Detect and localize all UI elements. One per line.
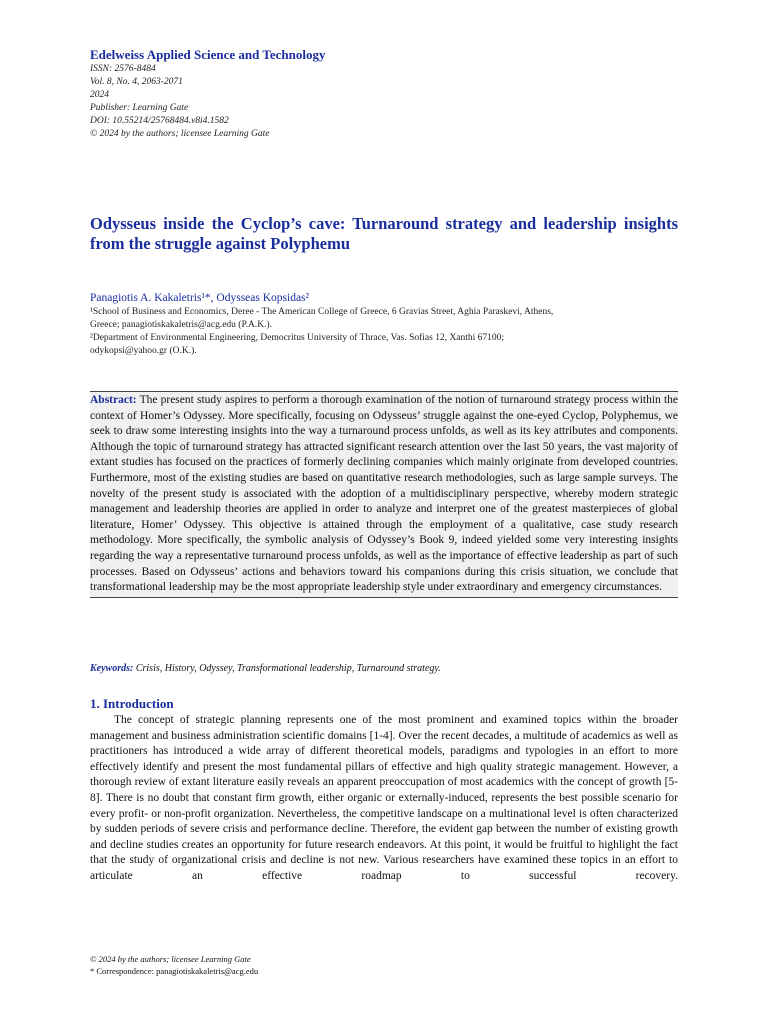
keywords-text: Crisis, History, Odyssey, Transformational leadership, Turnaround strategy. bbox=[135, 663, 441, 674]
affiliation-line: Greece; panagiotiskakaletris@acg.edu (P.A.K.). bbox=[90, 320, 273, 330]
journal-year: 2024 bbox=[90, 90, 109, 100]
journal-copyright: © 2024 by the authors; licensee Learning Gate bbox=[90, 129, 270, 139]
journal-name: Edelweiss Applied Science and Technology bbox=[90, 47, 326, 62]
abstract-text: The present study aspires to perform a thorough examination of the notion of turnaround strategy process within the context of Homer’s Odyssey. More specifically, focusing on Odysseus’ struggle against the one-eyed Cyclop, Polyphemus, we seek to draw some interesting insights into the way a turnaround process unfolds, as well as its key attributes and components. Although the topic of turnaround strategy has attracted significant research attention over the last 50 years, the vast majority of extant studies has focused on the practices of formerly declining companies which mainly originate from developed countries. Furthermore, most of the existing studies are based on quantitative research methodologies, such as large sample surveys. The novelty of the present study is associated with the adoption of a multidisciplinary perspective, whereby modern strategic management and leadership theories are applied in order to analyze and interpret one of the greatest masterpieces of global literature, Homer’ Odyssey. This objective is attained through the employment of a qualitative, case study research methodology. More specifically, the symbolic analysis of Odyssey’s Book 9, indeed yielded some very interesting insights regarding the way a representative turnaround process unfolds, as well as the importance of effective leadership as part of such processes. Based on Odysseus’ actions and behaviors toward his companions during this crisis situation, we conclude that transformational leadership may be the most appropriate leadership style under extraordinary and emergency circumstances. bbox=[90, 394, 678, 594]
introduction-paragraph: The concept of strategic planning represents one of the most prominent and examined topics within the broader management and business administration scientific domains [1-4]. Over the recent decades, a multitude of academics as well as practitioners has introduced a wide array of different theoretical models, paradigms and typologies in an effort to more effectively identify and present the most fundamental pillars of effective and high quality strategic management. However, a thorough review of extant literature easily reveals an apparent preoccupation of most academics with the concept of growth [5-8]. There is no doubt that constant firm growth, either organic or externally-induced, represents the best possible scenario for every profit- or non-profit organization. Nevertheless, the competitive landscape on a multinational level is often characterized by sudden periods of severe crisis and performance decline. Therefore, the evident gap between the number of existing growth and decline studies creates an opportunity for future research endeavors. At this point, it would be fruitful to highlight the fact that the study of organizational crisis and decline is not new. Various researchers have examined these topics in an effort to articulate an effective roadmap to successful recovery. bbox=[90, 714, 678, 882]
journal-publisher: Publisher: Learning Gate bbox=[90, 103, 189, 113]
footer-correspondence: * Correspondence: panagiotiskakaletris@acg.edu bbox=[90, 966, 259, 976]
journal-doi[interactable]: DOI: 10.55214/25768484.v8i4.1582 bbox=[90, 116, 229, 126]
paper-title: Odysseus inside the Cyclop’s cave: Turnaround strategy and leadership insights from the struggle against Polyphemu bbox=[90, 214, 678, 253]
footer-copyright: © 2024 by the authors; licensee Learning Gate bbox=[90, 954, 251, 964]
keywords-label: Keywords: bbox=[90, 663, 134, 674]
author-block bbox=[90, 291, 678, 358]
affiliation-line: odykopsi@yahoo.gr (O.K.). bbox=[90, 346, 197, 356]
journal-header bbox=[90, 46, 678, 141]
affiliation-line: ¹School of Business and Economics, Deree - The American College of Greece, 6 Gravias Street, Aghia Paraskevi, Athens, bbox=[90, 307, 554, 317]
journal-issn: ISSN: 2576-8484 bbox=[90, 64, 156, 74]
section-heading-introduction: 1. Introduction bbox=[90, 696, 174, 711]
page-footer bbox=[90, 953, 678, 977]
affiliation-line: ²Department of Environmental Engineering, Democritus University of Thrace, Vas. Sofias 12, Xanthi 67100; bbox=[90, 333, 505, 343]
keywords-line bbox=[90, 662, 678, 676]
abstract-box bbox=[90, 391, 678, 598]
author-names: Panagiotis A. Kakaletris¹*, Odysseas Kopsidas² bbox=[90, 292, 309, 304]
abstract-label: Abstract: bbox=[90, 394, 137, 406]
journal-volume: Vol. 8, No. 4, 2063-2071 bbox=[90, 77, 183, 87]
